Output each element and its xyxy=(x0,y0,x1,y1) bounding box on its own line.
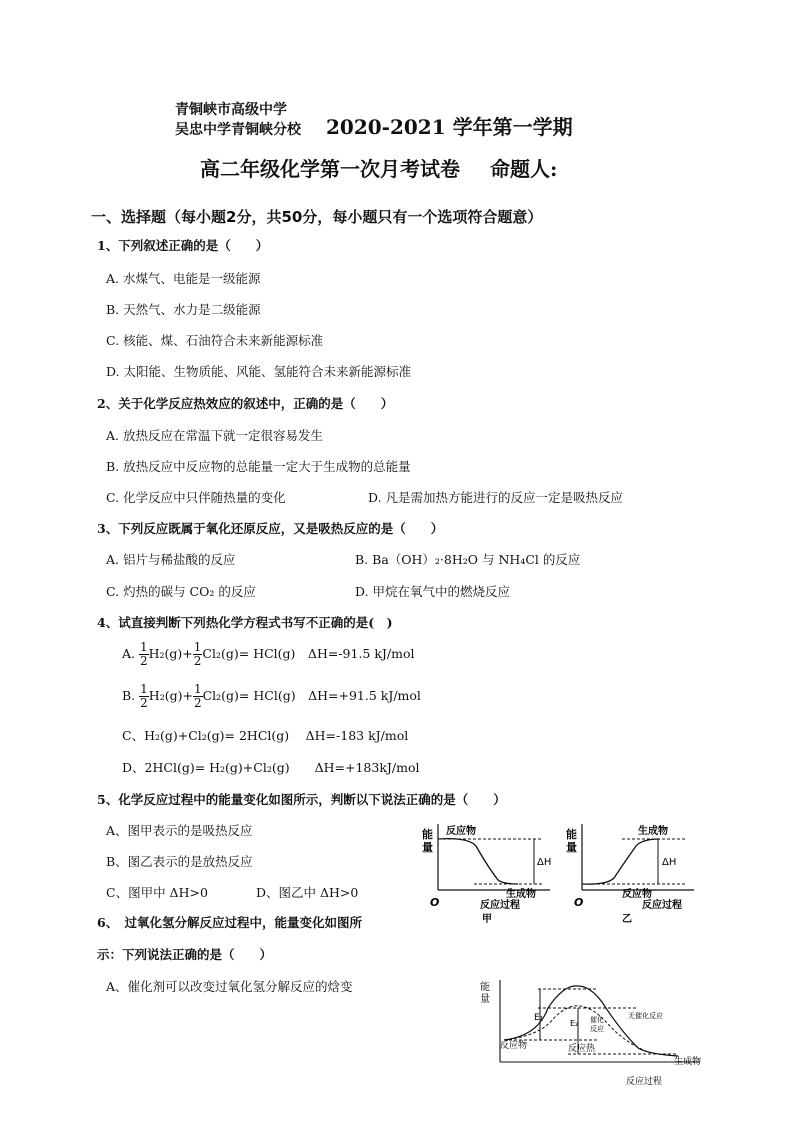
q4-option-d: D、2HCl(g)= H₂(g)+Cl₂(g) ΔH=+183kJ/mol xyxy=(122,760,420,775)
jia-y-label-1: 能 xyxy=(422,828,433,841)
q4-option-a xyxy=(122,641,415,668)
q3-option-d: D. 甲烷在氧气中的燃烧反应 xyxy=(355,584,511,599)
yi-y-label-1: 能 xyxy=(566,828,577,841)
jia-dh-label: ΔH xyxy=(537,857,552,868)
jia-caption: 甲 xyxy=(482,914,492,925)
author-label: 命题人: xyxy=(490,157,558,181)
q6-option-a: A、催化剂可以改变过氧化氢分解反应的焓变 xyxy=(106,979,353,994)
q4a-letter: A. xyxy=(122,646,136,661)
fig6-catalyzed-1: 催化 xyxy=(590,1016,604,1024)
fig6-y-label-1: 能 xyxy=(480,982,490,993)
jia-y-label-2: 量 xyxy=(422,841,433,854)
school-name-1: 青铜峡市高级中学 xyxy=(175,102,287,118)
q1-option-b: B. 天然气、水力是二级能源 xyxy=(106,302,261,317)
jia-curve xyxy=(438,839,518,884)
fig6-e2-label: E₂ xyxy=(570,1019,579,1028)
figure-yi xyxy=(566,824,694,925)
figure-5-energy-diagrams xyxy=(418,822,698,926)
q4-option-c: C、H₂(g)+Cl₂(g)= 2HCl(g) ΔH=-183 kJ/mol xyxy=(122,728,409,743)
q5-option-a: A、图甲表示的是吸热反应 xyxy=(106,823,253,838)
q5-option-c: C、图甲中 ΔH>0 xyxy=(106,885,208,900)
question-4-stem: 4、试直接判断下列热化学方程式书写不正确的是( ) xyxy=(97,615,393,630)
q4a-h2: H₂(g)+ xyxy=(148,646,193,661)
exam-title: 高二年级化学第一次月考试卷 xyxy=(200,157,460,181)
q3-option-b: B. Ba（OH）₂·8H₂O 与 NH₄Cl 的反应 xyxy=(355,552,581,567)
figure-6-energy-diagram xyxy=(478,978,710,1090)
q2-option-d: D. 凡是需加热方能进行的反应一定是吸热反应 xyxy=(368,490,624,505)
q4-option-b xyxy=(122,683,421,710)
section-title: 一、选择题（每小题2分，共50分，每小题只有一个选项符合题意） xyxy=(91,208,543,226)
q4b-rest: Cl₂(g)= HCl(g) ΔH=+91.5 kJ/mol xyxy=(202,688,421,703)
jia-bottom-label: 生成物 xyxy=(506,889,536,900)
question-1-stem: 1、下列叙述正确的是（ ） xyxy=(97,238,269,253)
yi-y-label-2: 量 xyxy=(566,841,577,854)
q2-option-c: C. 化学反应中只伴随热量的变化 xyxy=(106,490,286,505)
fig6-e1-label: E₁ xyxy=(534,1013,544,1023)
q4b-fraction-2: $\frac{1}{2}$ xyxy=(193,682,202,710)
fig6-uncatalyzed-label: 无催化反应 xyxy=(628,1012,663,1020)
yi-x-label: 反应过程 xyxy=(642,900,682,911)
fig6-product-label: 生成物 xyxy=(674,1057,702,1067)
jia-origin: O xyxy=(430,896,440,909)
fig6-reactant-label: 反应物 xyxy=(500,1041,528,1051)
q5-option-b: B、图乙表示的是放热反应 xyxy=(106,854,253,869)
q3-option-a: A. 铝片与稀盐酸的反应 xyxy=(106,552,236,567)
question-6-stem-line-1: 6、 过氧化氢分解反应过程中，能量变化如图所 xyxy=(97,915,362,930)
q4a-fraction-2: $\frac{1}{2}$ xyxy=(193,640,202,668)
q4b-fraction-1: $\frac{1}{2}$ xyxy=(140,682,148,710)
q1-option-a: A. 水煤气、电能是一级能源 xyxy=(106,271,261,286)
q2-option-a: A. 放热反应在常温下就一定很容易发生 xyxy=(106,428,323,443)
q1-option-c: C. 核能、煤、石油符合未来新能源标准 xyxy=(106,333,324,348)
question-2-stem: 2、关于化学反应热效应的叙述中，正确的是（ ） xyxy=(97,396,394,411)
q4b-letter: B. xyxy=(122,688,136,703)
question-5-stem: 5、化学反应过程中的能量变化如图所示，判断以下说法正确的是（ ） xyxy=(97,792,506,807)
yi-curve xyxy=(582,839,660,884)
jia-x-label: 反应过程 xyxy=(480,900,520,911)
term-title: 2020-2021 学年第一学期 xyxy=(326,115,573,139)
q4b-h2: H₂(g)+ xyxy=(148,688,193,703)
q1-option-d: D. 太阳能、生物质能、风能、氢能符合未来新能源标准 xyxy=(106,364,412,379)
question-3-stem: 3、下列反应既属于氧化还原反应，又是吸热反应的是（ ） xyxy=(97,521,444,536)
yi-origin: O xyxy=(574,896,584,909)
q4a-fraction-1: $\frac{1}{2}$ xyxy=(140,640,148,668)
q3-option-c: C. 灼热的碳与 CO₂ 的反应 xyxy=(106,584,256,599)
school-name-2: 吴忠中学青铜峡分校 xyxy=(175,122,301,138)
question-6-stem-line-2: 示：下列说法正确的是（ ） xyxy=(97,947,273,962)
fig6-x-label: 反应过程 xyxy=(626,1077,663,1087)
yi-caption: 乙 xyxy=(622,914,632,925)
q2-option-b: B. 放热反应中反应物的总能量一定大于生成物的总能量 xyxy=(106,459,411,474)
fig6-heat-label: 反应热 xyxy=(568,1044,596,1054)
q5-option-d: D、图乙中 ΔH>0 xyxy=(256,885,359,900)
yi-dh-label: ΔH xyxy=(662,857,677,868)
jia-top-label: 反应物 xyxy=(446,826,476,837)
figure-jia xyxy=(422,824,551,925)
yi-bottom-label: 反应物 xyxy=(622,889,652,900)
q4a-rest: Cl₂(g)= HCl(g) ΔH=-91.5 kJ/mol xyxy=(202,646,415,661)
fig6-catalyzed-2: 反应 xyxy=(590,1025,604,1033)
fig6-y-label-2: 量 xyxy=(480,994,490,1005)
yi-top-label: 生成物 xyxy=(638,826,668,837)
